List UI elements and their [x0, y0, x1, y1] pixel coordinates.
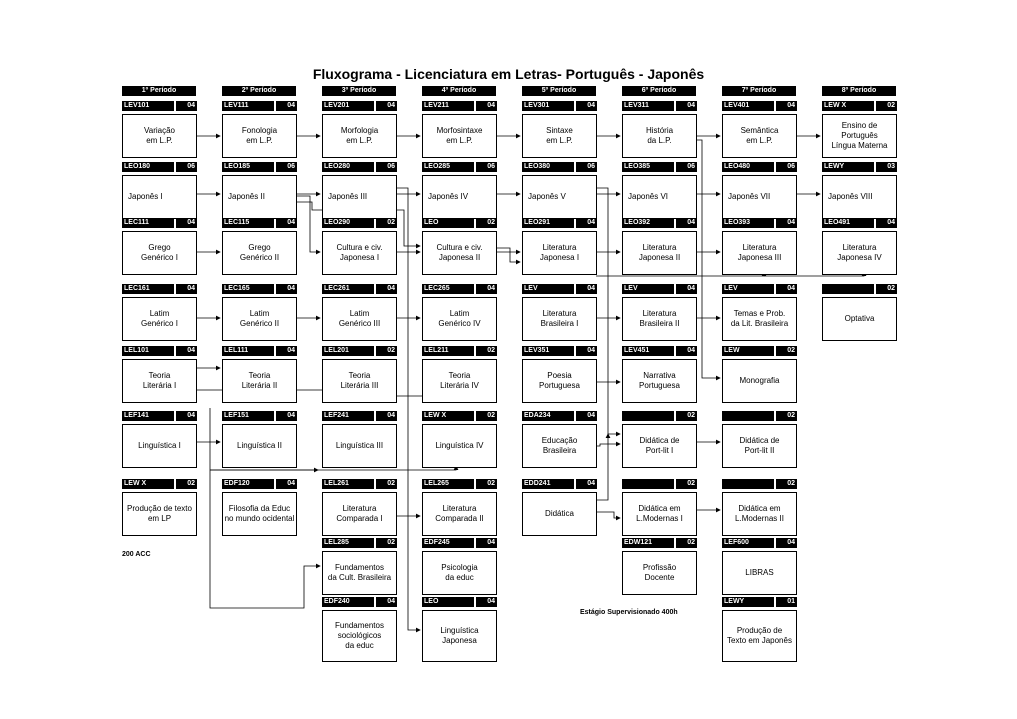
- acc-note: 200 ACC: [122, 551, 151, 558]
- period-header-5: 5º Período: [522, 86, 596, 96]
- course-credits: 04: [776, 101, 797, 111]
- course-code: LEW X: [422, 411, 474, 421]
- course-code: EDF245: [422, 538, 474, 548]
- course-code: LEV111: [222, 101, 274, 111]
- course-box[interactable]: Variação em L.P.: [122, 114, 197, 158]
- course-box[interactable]: Cultura e civ. Japonesa I: [322, 231, 397, 275]
- course-code: [622, 479, 674, 489]
- course-box[interactable]: Morfosintaxe em L.P.: [422, 114, 497, 158]
- period-header-3: 3º Período: [322, 86, 396, 96]
- period-header-4: 4º Período: [422, 86, 496, 96]
- course-box[interactable]: Latim Genérico II: [222, 297, 297, 341]
- course-code: LEV201: [322, 101, 374, 111]
- course-box[interactable]: Narrativa Portuguesa: [622, 359, 697, 403]
- course-box[interactable]: Latim Genérico I: [122, 297, 197, 341]
- course-box[interactable]: Monografia: [722, 359, 797, 403]
- course-code: LEO: [422, 218, 474, 228]
- course-box[interactable]: Grego Genérico II: [222, 231, 297, 275]
- course-box[interactable]: Linguística IV: [422, 424, 497, 468]
- course-box[interactable]: Sintaxe em L.P.: [522, 114, 597, 158]
- course-code: LEC111: [122, 218, 174, 228]
- course-box[interactable]: Japonês V: [522, 175, 597, 219]
- course-code: LEL101: [122, 346, 174, 356]
- course-box[interactable]: Literatura Comparada II: [422, 492, 497, 536]
- course-box[interactable]: Didática em L.Modernas II: [722, 492, 797, 536]
- course-code: LEO185: [222, 162, 274, 172]
- course-box[interactable]: Poesia Portuguesa: [522, 359, 597, 403]
- course-code: LEW: [722, 346, 774, 356]
- course-code: [722, 411, 774, 421]
- course-credits: 02: [776, 411, 797, 421]
- course-box[interactable]: Japonês VI: [622, 175, 697, 219]
- course-credits: 04: [176, 411, 197, 421]
- course-box[interactable]: Didática: [522, 492, 597, 536]
- course-credits: 04: [176, 101, 197, 111]
- course-credits: 02: [476, 411, 497, 421]
- course-box[interactable]: Filosofia da Educ no mundo ocidental: [222, 492, 297, 536]
- course-box[interactable]: Japonês III: [322, 175, 397, 219]
- period-header-6: 6º Período: [622, 86, 696, 96]
- course-code: LEW X: [822, 101, 874, 111]
- course-credits: 04: [776, 538, 797, 548]
- course-code: LEC265: [422, 284, 474, 294]
- course-credits: 04: [576, 346, 597, 356]
- course-box[interactable]: Grego Genérico I: [122, 231, 197, 275]
- course-code: LEC165: [222, 284, 274, 294]
- course-credits: 04: [576, 101, 597, 111]
- course-code: LEO291: [522, 218, 574, 228]
- course-credits: 03: [876, 162, 897, 172]
- course-box[interactable]: Fundamentos sociológicos da educ: [322, 610, 397, 662]
- course-box[interactable]: Latim Genérico III: [322, 297, 397, 341]
- course-code: LEV401: [722, 101, 774, 111]
- period-header-8: 8º Período: [822, 86, 896, 96]
- course-code: EDD241: [522, 479, 574, 489]
- course-credits: 04: [576, 284, 597, 294]
- course-credits: 02: [476, 346, 497, 356]
- course-credits: 04: [476, 284, 497, 294]
- course-credits: 04: [676, 346, 697, 356]
- course-code: LEWY: [822, 162, 874, 172]
- course-code: LEC261: [322, 284, 374, 294]
- course-box[interactable]: Japonês IV: [422, 175, 497, 219]
- course-code: LEF151: [222, 411, 274, 421]
- course-credits: 01: [776, 597, 797, 607]
- course-credits: 02: [376, 346, 397, 356]
- course-code: LEF600: [722, 538, 774, 548]
- course-code: LEL285: [322, 538, 374, 548]
- course-box[interactable]: Profissão Docente: [622, 551, 697, 595]
- course-box[interactable]: Literatura Brasileira I: [522, 297, 597, 341]
- page-title: Fluxograma - Licenciatura em Letras- Português - Japonês: [312, 66, 705, 82]
- course-code: LEL265: [422, 479, 474, 489]
- course-credits: 02: [676, 411, 697, 421]
- course-code: LEL201: [322, 346, 374, 356]
- course-box[interactable]: Literatura Japonesa I: [522, 231, 597, 275]
- course-credits: 04: [376, 284, 397, 294]
- course-credits: 02: [876, 284, 897, 294]
- course-box[interactable]: Latim Genérico IV: [422, 297, 497, 341]
- course-box[interactable]: Linguística III: [322, 424, 397, 468]
- estagio-note: Estágio Supervisionado 400h: [580, 609, 678, 616]
- course-credits: 04: [276, 284, 297, 294]
- course-code: LEV311: [622, 101, 674, 111]
- course-code: LEO290: [322, 218, 374, 228]
- course-box[interactable]: Teoria Literária III: [322, 359, 397, 403]
- course-code: LEL261: [322, 479, 374, 489]
- period-header-2: 2º Período: [222, 86, 296, 96]
- course-box[interactable]: Teoria Literária IV: [422, 359, 497, 403]
- course-code: [822, 284, 874, 294]
- course-code: LEV451: [622, 346, 674, 356]
- course-box[interactable]: Linguística I: [122, 424, 197, 468]
- course-box[interactable]: Semântica em L.P.: [722, 114, 797, 158]
- course-credits: 02: [376, 479, 397, 489]
- course-code: LEO392: [622, 218, 674, 228]
- course-code: LEV301: [522, 101, 574, 111]
- course-credits: 04: [176, 218, 197, 228]
- course-credits: 04: [576, 479, 597, 489]
- course-credits: 06: [176, 162, 197, 172]
- course-box[interactable]: Teoria Literária I: [122, 359, 197, 403]
- course-code: LEO380: [522, 162, 574, 172]
- course-credits: 04: [276, 218, 297, 228]
- course-code: LEV211: [422, 101, 474, 111]
- course-box[interactable]: Cultura e civ. Japonesa II: [422, 231, 497, 275]
- course-box[interactable]: Educação Brasileira: [522, 424, 597, 468]
- course-code: [622, 411, 674, 421]
- course-credits: 04: [776, 218, 797, 228]
- course-credits: 06: [376, 162, 397, 172]
- course-code: LEO280: [322, 162, 374, 172]
- course-box[interactable]: Japonês II: [222, 175, 297, 219]
- course-box[interactable]: Morfologia em L.P.: [322, 114, 397, 158]
- course-credits: 04: [576, 218, 597, 228]
- course-code: EDA234: [522, 411, 574, 421]
- course-credits: 04: [276, 411, 297, 421]
- course-credits: 04: [476, 101, 497, 111]
- period-header-1: 1º Período: [122, 86, 196, 96]
- period-header-7: 7º Período: [722, 86, 796, 96]
- course-box[interactable]: Produção de texto em LP: [122, 492, 197, 536]
- course-credits: 02: [876, 101, 897, 111]
- course-credits: 02: [676, 479, 697, 489]
- course-code: LEV101: [122, 101, 174, 111]
- course-box[interactable]: Ensino de Português Língua Materna: [822, 114, 897, 158]
- course-credits: 04: [176, 284, 197, 294]
- course-credits: 06: [776, 162, 797, 172]
- course-credits: 02: [376, 538, 397, 548]
- course-box[interactable]: Didática de Port-lit II: [722, 424, 797, 468]
- course-code: LEL211: [422, 346, 474, 356]
- course-code: LEC115: [222, 218, 274, 228]
- course-credits: 02: [776, 479, 797, 489]
- course-box[interactable]: Temas e Prob. da Lit. Brasileira: [722, 297, 797, 341]
- course-code: LEF141: [122, 411, 174, 421]
- course-box[interactable]: Didática em L.Modernas I: [622, 492, 697, 536]
- course-box[interactable]: Japonês VIII: [822, 175, 897, 219]
- course-credits: 04: [776, 284, 797, 294]
- course-credits: 06: [676, 162, 697, 172]
- course-code: EDF240: [322, 597, 374, 607]
- course-box[interactable]: Literatura Comparada I: [322, 492, 397, 536]
- course-credits: 06: [476, 162, 497, 172]
- course-box[interactable]: História da L.P.: [622, 114, 697, 158]
- course-credits: 02: [476, 479, 497, 489]
- course-box[interactable]: Literatura Japonesa IV: [822, 231, 897, 275]
- course-box[interactable]: Fonologia em L.P.: [222, 114, 297, 158]
- course-credits: 06: [276, 162, 297, 172]
- course-code: LEW X: [122, 479, 174, 489]
- course-code: LEO385: [622, 162, 674, 172]
- course-code: LEO480: [722, 162, 774, 172]
- course-code: LEV351: [522, 346, 574, 356]
- course-code: LEC161: [122, 284, 174, 294]
- course-code: [722, 479, 774, 489]
- course-code: LEO491: [822, 218, 874, 228]
- course-box[interactable]: Linguística II: [222, 424, 297, 468]
- course-code: EDW121: [622, 538, 674, 548]
- course-credits: 04: [276, 346, 297, 356]
- course-credits: 06: [576, 162, 597, 172]
- course-box[interactable]: Fundamentos da Cult. Brasileira: [322, 551, 397, 595]
- course-credits: 04: [276, 101, 297, 111]
- course-code: LEO: [422, 597, 474, 607]
- course-code: LEWY: [722, 597, 774, 607]
- course-code: LEF241: [322, 411, 374, 421]
- course-box[interactable]: Literatura Japonesa II: [622, 231, 697, 275]
- course-code: LEV: [622, 284, 674, 294]
- course-credits: 04: [376, 597, 397, 607]
- course-credits: 02: [176, 479, 197, 489]
- course-credits: 04: [376, 101, 397, 111]
- course-credits: 04: [676, 284, 697, 294]
- course-code: LEL111: [222, 346, 274, 356]
- course-code: LEO180: [122, 162, 174, 172]
- course-code: LEV: [722, 284, 774, 294]
- course-credits: 04: [876, 218, 897, 228]
- course-box[interactable]: Literatura Japonesa III: [722, 231, 797, 275]
- course-code: LEO285: [422, 162, 474, 172]
- course-credits: 04: [676, 101, 697, 111]
- course-credits: 04: [476, 538, 497, 548]
- course-box[interactable]: Produção de Texto em Japonês: [722, 610, 797, 662]
- course-code: LEV: [522, 284, 574, 294]
- course-box[interactable]: Japonês I: [122, 175, 197, 219]
- course-box[interactable]: Psicologia da educ: [422, 551, 497, 595]
- course-box[interactable]: Optativa: [822, 297, 897, 341]
- course-credits: 02: [776, 346, 797, 356]
- course-box[interactable]: Literatura Brasileira II: [622, 297, 697, 341]
- course-credits: 04: [276, 479, 297, 489]
- course-credits: 02: [476, 218, 497, 228]
- course-credits: 02: [376, 218, 397, 228]
- course-code: LEO393: [722, 218, 774, 228]
- course-box[interactable]: Didática de Port-lit I: [622, 424, 697, 468]
- course-credits: 04: [476, 597, 497, 607]
- course-credits: 04: [176, 346, 197, 356]
- course-credits: 04: [576, 411, 597, 421]
- course-box[interactable]: Japonês VII: [722, 175, 797, 219]
- course-box[interactable]: Teoria Literária II: [222, 359, 297, 403]
- course-credits: 02: [676, 538, 697, 548]
- course-credits: 04: [676, 218, 697, 228]
- course-credits: 04: [376, 411, 397, 421]
- course-box[interactable]: Linguística Japonesa: [422, 610, 497, 662]
- course-box[interactable]: LIBRAS: [722, 551, 797, 595]
- course-code: EDF120: [222, 479, 274, 489]
